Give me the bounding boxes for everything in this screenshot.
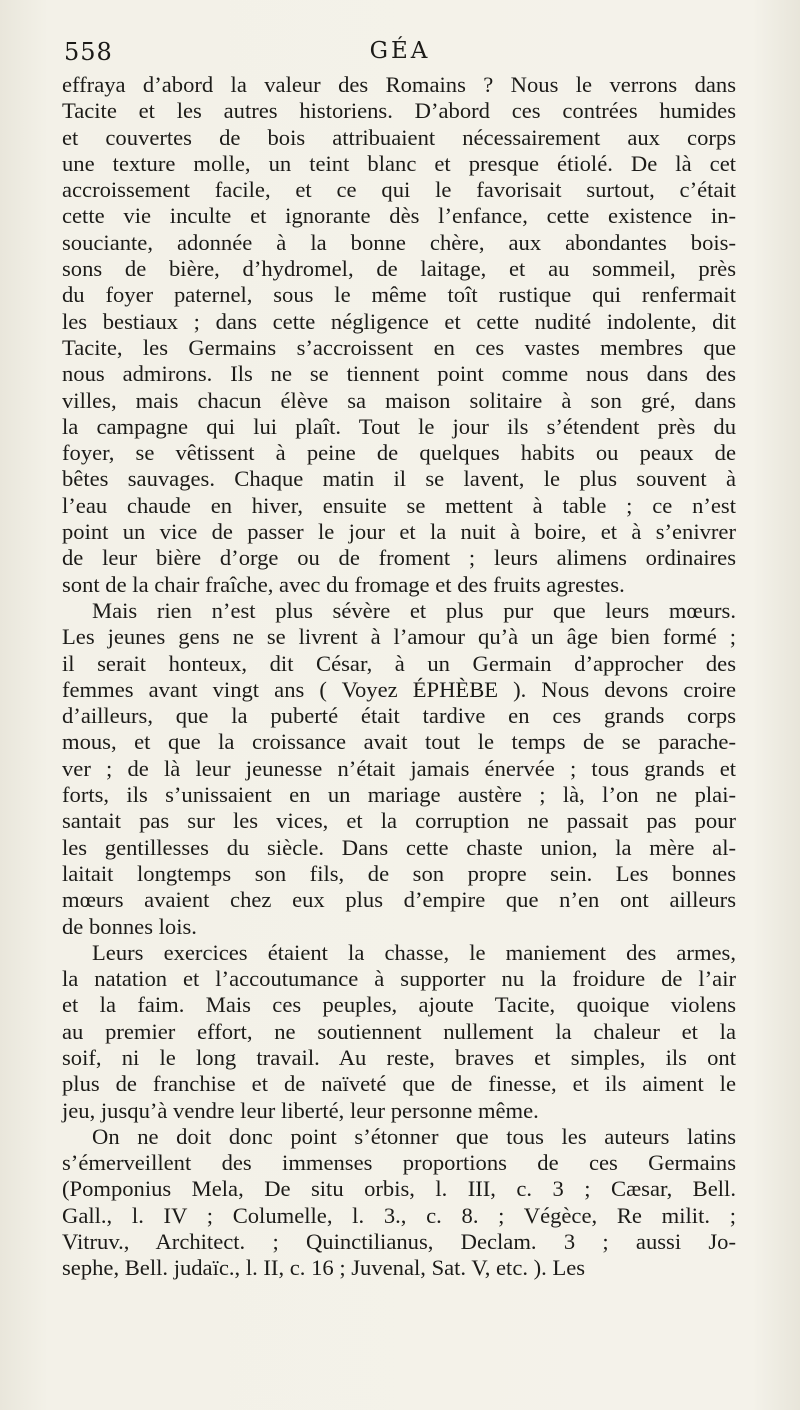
- text-line: une texture molle, un teint blanc et presque étiolé. De là cet: [62, 150, 736, 176]
- text-line: Tacite, les Germains s’accroissent en ces vastes membres que: [62, 334, 736, 360]
- text-line: point un vice de passer le jour et la nuit à boire, et à s’enivrer: [62, 519, 736, 545]
- text-line: Leurs exercices étaient la chasse, le maniement des armes,: [92, 939, 736, 965]
- text-line: sont de la chair fraîche, avec du fromage et des fruits agrestes.: [62, 571, 625, 597]
- text-line: nous admirons. Ils ne se tiennent point comme nous dans des: [62, 361, 736, 387]
- text-line: villes, mais chacun élève sa maison solitaire à son gré, dans: [62, 387, 736, 413]
- text-line: l’eau chaude en hiver, ensuite se mettent à table ; ce n’est: [62, 492, 736, 518]
- paragraph: [62, 1124, 736, 1282]
- paragraph: [62, 598, 736, 940]
- text-line: laitait longtemps son fils, de son propre sein. Les bonnes: [62, 860, 736, 886]
- text-line: effraya d’abord la valeur des Romains ? Nous le verrons dans: [62, 72, 736, 97]
- text-line: Vitruv., Architect. ; Quinctilianus, Declam. 3 ; aussi Jo-: [62, 1229, 736, 1255]
- text-line: On ne doit donc point s’étonner que tous les auteurs latins: [92, 1123, 736, 1149]
- text-line: souciante, adonnée à la bonne chère, aux abondantes bois-: [62, 229, 736, 255]
- text-line: les gentillesses du siècle. Dans cette chaste union, la mère al-: [62, 834, 736, 860]
- paragraph: [62, 940, 736, 1124]
- text-line: d’ailleurs, que la puberté était tardive en ces grands corps: [62, 703, 736, 729]
- text-line: forts, ils s’unissaient en un mariage austère ; là, l’on ne plai-: [62, 782, 736, 808]
- text-line: de bonnes lois.: [62, 913, 197, 939]
- text-line: Les jeunes gens ne se livrent à l’amour qu’à un âge bien formé ;: [62, 624, 736, 650]
- text-line: santait pas sur les vices, et la corruption ne passait pas pour: [62, 808, 736, 834]
- text-line: plus de franchise et de naïveté que de finesse, et ils aiment le: [62, 1071, 736, 1097]
- text-line: il serait honteux, dit César, à un Germain d’approcher des: [62, 650, 736, 676]
- text-line: et couvertes de bois attribuaient nécessairement aux corps: [62, 124, 736, 150]
- text-line: Gall., l. IV ; Columelle, l. 3., c. 8. ; Végèce, Re milit. ;: [62, 1202, 736, 1228]
- text-line: la campagne qui lui plaît. Tout le jour ils s’étendent près du: [62, 413, 736, 439]
- text-line: les bestiaux ; dans cette négligence et cette nudité indolente, dit: [62, 308, 736, 334]
- text-line: bêtes sauvages. Chaque matin il se lavent, le plus souvent à: [62, 466, 736, 492]
- text-line: au premier effort, ne soutiennent nullement la chaleur et la: [62, 1018, 736, 1044]
- text-line: (Pomponius Mela, De situ orbis, l. III, c. 3 ; Cæsar, Bell.: [62, 1176, 736, 1202]
- text-line: jeu, jusqu’à vendre leur liberté, leur personne même.: [62, 1097, 539, 1123]
- text-line: Tacite et les autres historiens. D’abord ces contrées humides: [62, 98, 736, 124]
- text-line: sons de bière, d’hydromel, de laitage, et au sommeil, près: [62, 256, 736, 282]
- paragraph: [62, 72, 736, 598]
- body-text: [62, 72, 736, 1282]
- running-head: GÉA: [369, 38, 431, 64]
- text-line: s’émerveillent des immenses proportions de ces Germains: [62, 1150, 736, 1176]
- text-line: de leur bière d’orge ou de froment ; leurs alimens ordinaires: [62, 545, 736, 571]
- text-line: accroissement facile, et ce qui le favorisait surtout, c’était: [62, 177, 736, 203]
- text-line: soif, ni le long travail. Au reste, braves et simples, ils ont: [62, 1044, 736, 1070]
- text-line: mous, et que la croissance avait tout le temps de se parache-: [62, 729, 736, 755]
- page-number: 558: [64, 38, 113, 66]
- text-line: et la faim. Mais ces peuples, ajoute Tacite, quoique violens: [62, 992, 736, 1018]
- text-line: foyer, se vêtissent à peine de quelques habits ou peaux de: [62, 440, 736, 466]
- text-line: Mais rien n’est plus sévère et plus pur que leurs mœurs.: [92, 597, 736, 623]
- text-line: mœurs avaient chez eux plus d’empire que n’en ont ailleurs: [62, 887, 736, 913]
- text-line: sephe, Bell. judaïc., l. II, c. 16 ; Juvenal, Sat. V, etc. ). Les: [62, 1255, 586, 1281]
- text-line: du foyer paternel, sous le même toît rustique qui renfermait: [62, 282, 736, 308]
- text-line: ver ; de là leur jeunesse n’était jamais énervée ; tous grands et: [62, 755, 736, 781]
- text-line: femmes avant vingt ans ( Voyez ÉPHÈBE ). Nous devons croire: [62, 676, 736, 702]
- page-header: [64, 38, 736, 72]
- text-line: cette vie inculte et ignorante dès l’enfance, cette existence in-: [62, 203, 736, 229]
- text-line: la natation et l’accoutumance à supporter nu la froidure de l’air: [62, 966, 736, 992]
